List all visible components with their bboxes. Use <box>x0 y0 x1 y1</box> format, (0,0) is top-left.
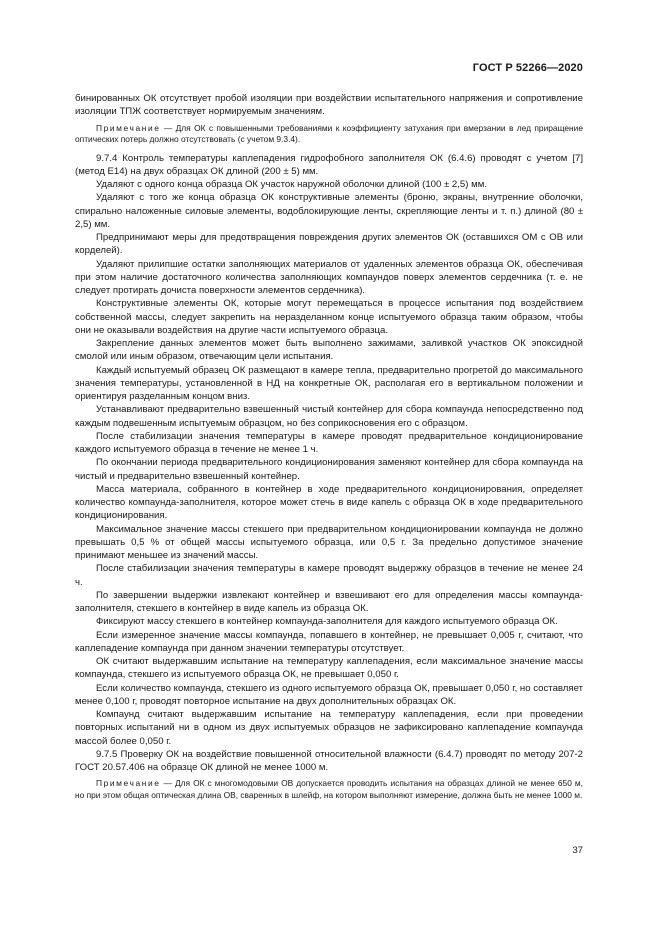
paragraph: Если количество компаунда, стекшего из одного испытуемого образца ОК, превышает 0,050 г, но составляет менее 0,100 г, проводят повторное испытание на двух дополнительных образцах ОК. <box>75 682 583 707</box>
paragraph: Компаунд считают выдержавшим испытание на температуру каплепадения, если при проведении повторных испытаний ни в одном из двух испытуемых образцов не зафиксировано каплепадение компаунда массой более 0,050 г. <box>75 709 583 747</box>
paragraph: После стабилизации значения температуры в камере проводят предварительное кондиционирование каждого испытуемого образца в течение не менее 1 ч. <box>75 430 583 456</box>
paragraph: Устанавливают предварительно взвешенный чистый контейнер для сбора компаунда непосредственно под каждым подвешенным испытуемым образцом, но без соприкосновения его с образцом. <box>75 404 583 429</box>
paragraph: Каждый испытуемый образец ОК размещают в камере тепла, предварительно прогретой до максимального значения температуры, установленной в НД на конкретные ОК, располагая его в вертикальном положении и ориентируя разделанным концом вниз. <box>75 364 583 403</box>
note-label: Примечание <box>96 778 161 789</box>
paragraph: Конструктивные элементы ОК, которые могут перемещаться в процессе испытания под воздействием собственной массы, следует закрепить на неразделанном конце испытуемого образца таким образом, чтобы они не оказывали воздействия на другие части испытуемого образца. <box>75 298 583 336</box>
paragraph: Удаляют прилипшие остатки заполняющих материалов от удаленных элементов образца ОК, обеспечивая при этом наличие достаточного количества заполняющих компаундов поверх элементов сердечника (т. е. не следует протирать дочиста поверхности элементов сердечника). <box>75 258 583 297</box>
note <box>75 778 583 801</box>
note-text: Для ОК с повышенными требованиями к коэффициенту затухания при вмерзании в лед приращение оптических потерь должно отсутствовать (с учетом 9.3.4). <box>75 122 583 145</box>
note-dash: — <box>160 122 176 133</box>
paragraph: 9.7.5 Проверку ОК на воздействие повышенной относительной влажности (6.4.7) проводят по методу 207-2 ГОСТ 20.57.406 на образце ОК длиной не менее 1000 м. <box>75 748 583 774</box>
paragraph: Удаляют с того же конца образца ОК конструктивные элементы (броню, экраны, внутренние оболочки, спирально наложенные силовые элементы, водоблокирующие ленты, скрепляющие ленты и т. п.) длиной (80 ± 2,5) мм. <box>75 192 583 230</box>
paragraph: Закрепление данных элементов может быть выполнено зажимами, заливкой участков ОК эпоксидной смолой или иным образом, отвечающим цели испытания. <box>75 338 583 363</box>
paragraph: Предпринимают меры для предотвращения повреждения других элементов ОК (оставшихся ОМ с ОВ или корделей). <box>75 232 583 257</box>
paragraph: 9.7.4 Контроль температуры каплепадения гидрофобного заполнителя ОК (6.4.6) проводят с учетом [7] (метод Е14) на двух образцах ОК длиной (200 ± 5) мм. <box>75 152 583 177</box>
paragraph: По окончании периода предварительного кондиционирования заменяют контейнер для сбора компаунда на чистый и предварительно взвешенный контейнер. <box>75 457 583 482</box>
note-dash: — <box>160 778 175 789</box>
paragraph: Максимальное значение массы стекшего при предварительном кондиционировании компаунда не должно превышать 0,5 % от общей массы испытуемого образца, или 0,5 г. За предельно допустимое значение принимают меньшее из значений массы. <box>75 523 583 562</box>
document-id: ГОСТ Р 52266—2020 <box>472 62 583 74</box>
paragraph: бинированных ОК отсутствует пробой изоляции при воздействии испытательного напряжения и сопротивление изоляции ТПЖ соответствует нормируемым значениям. <box>75 93 583 118</box>
note <box>75 123 583 146</box>
paragraph: Если измеренное значение массы компаунда, попавшего в контейнер, не превышает 0,005 г, считают, что каплепадение компаунда при данном значении температуры отсутствует. <box>75 629 583 654</box>
paragraph: Удаляют с одного конца образца ОК участок наружной оболочки длиной (100 ± 2,5) мм. <box>96 179 487 191</box>
paragraph: ОК считают выдержавшим испытание на температуру каплепадения, если максимальное значение массы компаунда, стекшего из испытуемого образца ОК, не превышает 0,050 г. <box>75 656 583 681</box>
note-label: Примечание <box>96 122 161 133</box>
note-text: Для ОК с многомодовыми ОВ допускается проводить испытания на образцах длиной не менее 650 м, но при этом общая оптическая длина ОВ, сваренных в шлейф, на котором выполняют измерение, должна быть не менее 1000 м. <box>75 778 583 801</box>
paragraph: Фиксируют массу стекшего в контейнер компаунда-заполнителя для каждого испытуемого образца ОК. <box>96 616 558 628</box>
paragraph: После стабилизации значения температуры в камере проводят выдержку образцов в течение не менее 24 ч. <box>75 563 583 588</box>
document-body <box>75 92 583 808</box>
paragraph: Масса материала, собранного в контейнер в ходе предварительного кондиционирования, определяет количество компаунда-заполнителя, которое может стечь в виде капель с образца ОК в ходе предварительного кондиционирования. <box>75 483 583 522</box>
paragraph: По завершении выдержки извлекают контейнер и взвешивают его для определения массы компаунда-заполнителя, стекшего в контейнер в виде капель из образца ОК. <box>75 589 583 615</box>
page-number: 37 <box>572 845 583 856</box>
